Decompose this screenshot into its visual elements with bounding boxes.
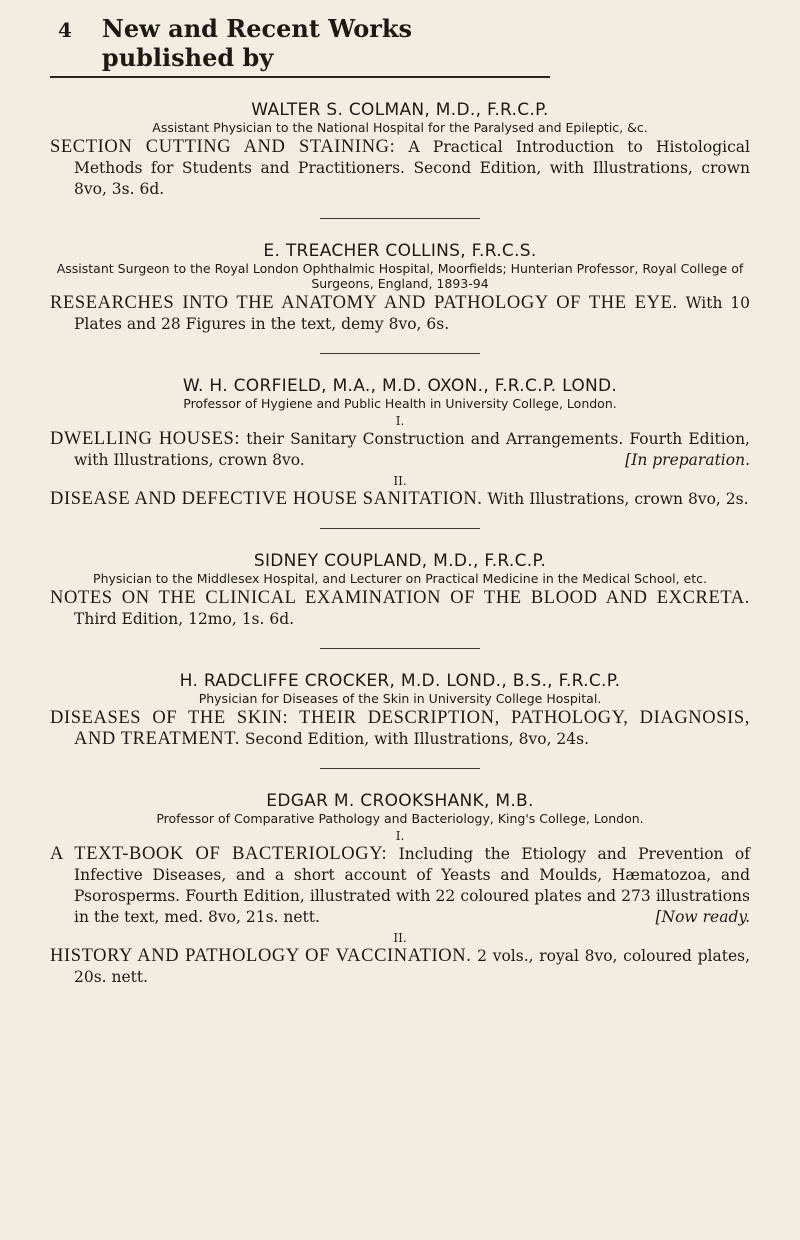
author-title: Physician for Diseases of the Skin in University College Hospital. — [198, 691, 602, 706]
work-entry — [50, 137, 750, 200]
work-title: NOTES ON THE CLINICAL EXAMINATION OF THE BLOOD AND EXCRETA. — [50, 588, 750, 608]
author-entry — [50, 241, 750, 335]
work-description: With Illustrations, crown 8vo, 2s. — [487, 490, 749, 508]
author-title: Assistant Surgeon to the Royal London Ophthalmic Hospital, Moorfields; Hunterian Professor, Royal College of Surgeons, England, 1893-94 — [56, 261, 744, 291]
author-name: E. TREACHER COLLINS, F.R.C.S. — [263, 241, 537, 261]
work-title: DWELLING HOUSES: — [50, 429, 241, 449]
work-entry — [50, 489, 750, 510]
publication-status: [In preparation. — [625, 451, 750, 469]
page-number: 4 — [58, 18, 72, 42]
publication-status: [Now ready. — [655, 908, 750, 926]
work-description: Including the Etiology and Prevention of Infective Diseases, and a short account of Yeasts and Moulds, Hæmatozoa, and Psorosperms. Fourth Edition, illustrated with 22 coloured plates and 273 illustrations in the text, med. 8vo, 21s. nett. — [74, 845, 750, 926]
work-entry — [50, 844, 750, 928]
section-divider — [320, 218, 480, 219]
author-entry — [50, 551, 750, 630]
section-divider — [320, 528, 480, 529]
work-description: 2 vols., royal 8vo, coloured plates, 20s. nett. — [74, 947, 751, 986]
work-numeral: I. — [395, 829, 405, 843]
author-name: H. RADCLIFFE CROCKER, M.D. LOND., B.S., F.R.C.P. — [179, 671, 621, 691]
work-title: SECTION CUTTING AND STAINING: — [50, 137, 396, 157]
work-entry — [50, 946, 750, 988]
work-entry — [50, 293, 750, 335]
author-entry — [50, 791, 750, 988]
work-description: With 10 Plates and 28 Figures in the text, demy 8vo, 6s. — [74, 294, 750, 333]
work-title: RESEARCHES INTO THE ANATOMY AND PATHOLOGY OF THE EYE. — [50, 293, 678, 313]
author-name: EDGAR M. CROOKSHANK, M.B. — [266, 791, 534, 811]
work-title: DISEASES OF THE SKIN: THEIR DESCRIPTION, PATHOLOGY, DIAGNOSIS, AND TREATMENT. — [50, 708, 750, 749]
author-title: Professor of Hygiene and Public Health in University College, London. — [183, 396, 617, 411]
section-divider — [320, 768, 480, 769]
author-title: Professor of Comparative Pathology and Bacteriology, King's College, London. — [156, 811, 644, 826]
work-description: Third Edition, 12mo, 1s. 6d. — [74, 610, 295, 628]
work-description: their Sanitary Construction and Arrangements. Fourth Edition, with Illustrations, crown 8vo. — [74, 430, 750, 469]
author-name: W. H. CORFIELD, M.A., M.D. OXON., F.R.C.P. LOND. — [182, 376, 618, 396]
section-divider — [320, 648, 480, 649]
catalogue-page — [50, 14, 750, 988]
author-name: SIDNEY COUPLAND, M.D., F.R.C.P. — [253, 551, 547, 571]
work-entry — [50, 708, 750, 750]
author-title: Assistant Physician to the National Hospital for the Paralysed and Epileptic, &c. — [152, 120, 648, 135]
author-entries — [50, 100, 750, 988]
section-divider — [320, 353, 480, 354]
work-numeral: I. — [395, 414, 405, 428]
work-numeral: II. — [393, 931, 407, 945]
running-title: New and Recent Works published by — [101, 14, 413, 72]
work-entry — [50, 588, 750, 630]
author-name: WALTER S. COLMAN, M.D., F.R.C.P. — [251, 100, 549, 120]
work-title: DISEASE AND DEFECTIVE HOUSE SANITATION. — [50, 489, 483, 509]
author-entry — [50, 671, 750, 750]
author-title: Physician to the Middlesex Hospital, and Lecturer on Practical Medicine in the Medical School, etc. — [93, 571, 707, 586]
work-entry — [50, 429, 750, 471]
work-description: Second Edition, with Illustrations, 8vo, 24s. — [244, 730, 590, 748]
work-title: HISTORY AND PATHOLOGY OF VACCINATION. — [50, 946, 472, 966]
running-head — [50, 14, 550, 78]
author-entry — [50, 100, 750, 200]
author-entry — [50, 376, 750, 510]
work-numeral: II. — [393, 474, 407, 488]
work-description: A Practical Introduction to Histological Methods for Students and Practitioners. Second Edition, with Illustrations, crown 8vo, 3s. 6d. — [74, 138, 750, 198]
work-title: A TEXT-BOOK OF BACTERIOLOGY: — [50, 844, 388, 864]
